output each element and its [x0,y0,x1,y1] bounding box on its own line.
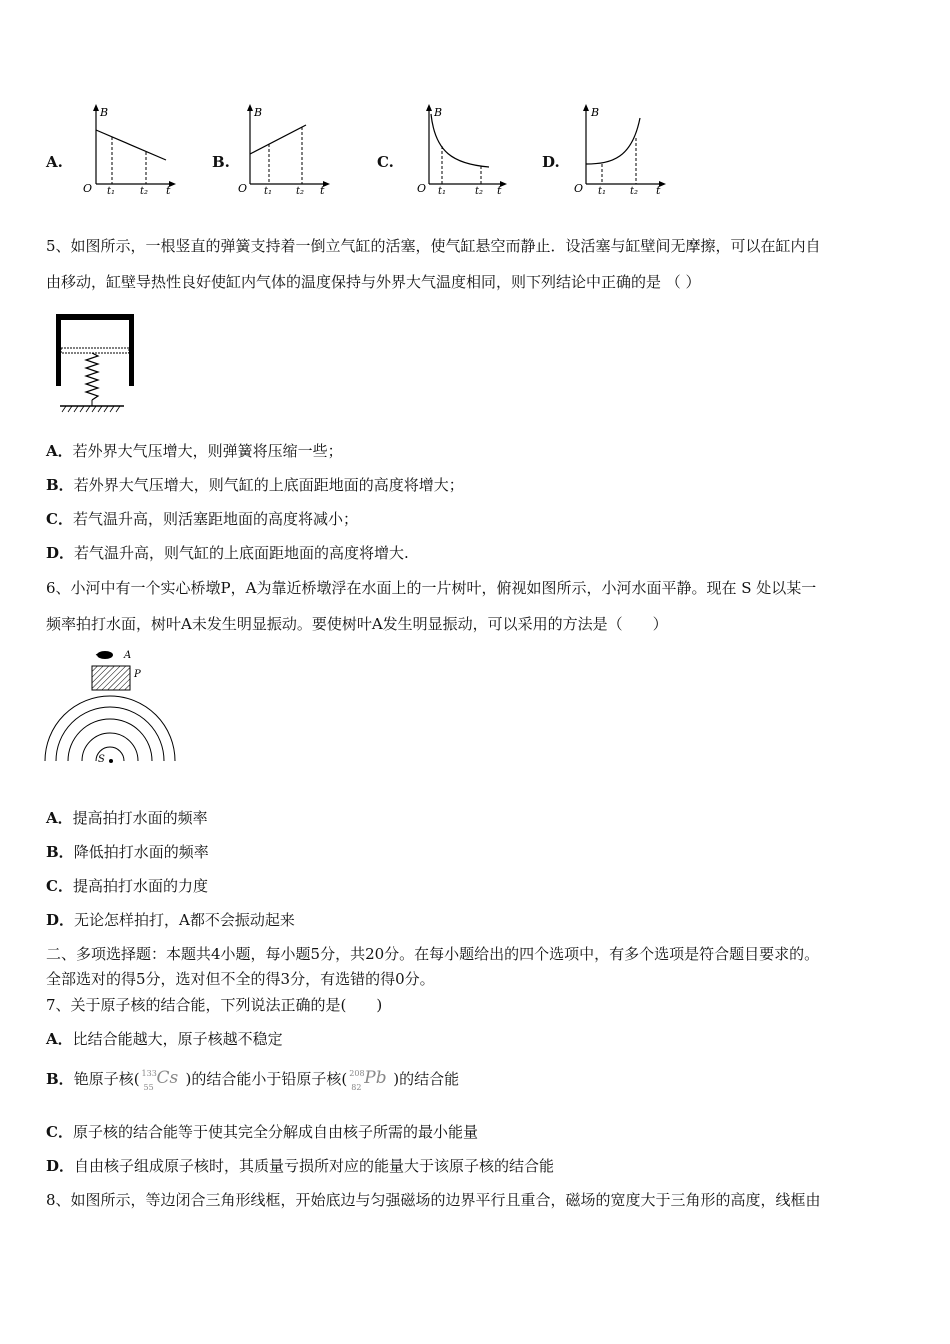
graph-c-label: C. [377,153,394,171]
graph-a [80,102,180,194]
q5-option-c: C．若气温升高，则活塞距地面的高度将减小； [46,510,358,528]
graph-b [236,102,336,194]
svg-text:O: O [238,182,248,194]
svg-text:t₂: t₂ [630,186,639,194]
graph-d [572,102,672,194]
pier-block [92,666,130,690]
q6-option-b: B．降低拍打水面的频率 [46,843,209,861]
q5-stem-line2: 由移动，缸壁导热性良好使缸内气体的温度保持与外界大气温度相同，则下列结论中正确的是 （ ） [46,273,701,291]
graph-b-label: B. [212,153,230,171]
svg-text:t₂: t₂ [296,186,305,194]
q7-option-c: C．原子核的结合能等于使其完全分解成自由核子所需的最小能量 [46,1123,478,1141]
section2-heading-line1: 二、多项选择题：本题共4小题，每小题5分，共20分。在每小题给出的四个选项中，有多个选项是符合题目要求的。 [46,945,820,963]
origin-label: O [83,182,93,194]
q6-stem-line1: 6、小河中有一个实心桥墩P，A为靠近桥墩浮在水面上的一片树叶，俯视如图所示，小河水面平静。现在 S 处以某一 [46,579,817,597]
q6-option-a: A．提高拍打水面的频率 [46,809,208,827]
svg-text:O: O [417,182,427,194]
q6-stem-line2: 频率拍打水面，树叶A未发生明显振动。要使树叶A发生明显振动，可以采用的方法是（ ） [46,615,668,633]
source-point [109,759,113,763]
q5-option-b: B．若外界大气压增大，则气缸的上底面距地面的高度将增大； [46,476,464,494]
svg-text:B: B [434,106,443,119]
q7-option-d: D．自由核子组成原子核时，其质量亏损所对应的能量大于该原子核的结合能 [46,1157,555,1175]
lead-nuclide: 208 82 Pb [349,1068,387,1092]
t2-label: t₂ [140,186,149,194]
q5-stem-line1: 5、如图所示，一根竖直的弹簧支持着一倒立气缸的活塞，使气缸悬空而静止．设活塞与缸壁间无摩擦，可以在缸内自 [46,237,821,255]
q5-option-a: A．若外界大气压增大，则弹簧将压缩一些； [46,442,343,460]
cesium-nuclide: 133 55 Cs [141,1068,179,1092]
svg-text:t: t [497,184,502,194]
graph-d-label: D. [542,153,560,171]
graph-a-label: A. [46,153,63,171]
svg-text:S: S [98,754,105,765]
q7-option-a: A．比结合能越大，原子核越不稳定 [46,1030,283,1048]
q5-option-d: D．若气温升高，则气缸的上底面距地面的高度将增大. [46,544,409,562]
svg-text:t₁: t₁ [438,186,447,194]
svg-text:P: P [134,669,141,680]
svg-text:t₁: t₁ [264,186,273,194]
leaf-icon [97,651,113,659]
section2-heading-line2: 全部选对的得5分，选对但不全的得3分，有选错的得0分。 [46,970,435,988]
q6-option-c: C．提高拍打水面的力度 [46,877,208,895]
svg-text:t₁: t₁ [598,186,607,194]
svg-text:B: B [254,106,263,119]
svg-text:t: t [656,184,661,194]
svg-text:B: B [591,106,600,119]
svg-text:t₂: t₂ [475,186,484,194]
axis-x-label: t [166,184,171,194]
q6-option-d: D．无论怎样拍打，A都不会振动起来 [46,911,295,929]
river-pier-wave-figure [40,644,190,770]
q7-stem: 7、关于原子核的结合能，下列说法正确的是( ) [46,996,383,1014]
cylinder-spring-figure [56,308,156,416]
svg-text:A: A [124,650,132,661]
svg-text:t: t [320,184,325,194]
t1-label: t₁ [107,186,116,194]
q7-option-b: B．铯原子核( 133 55 Cs )的结合能小于铅原子核( 208 82 Pb )的结合能 [46,1068,460,1092]
q8-stem-line1: 8、如图所示，等边闭合三角形线框，开始底边与匀强磁场的边界平行且重合，磁场的宽度大于三角形的高度，线框由 [46,1191,821,1209]
svg-text:O: O [574,182,584,194]
graph-c [413,102,513,194]
axis-y-label: B [100,106,109,119]
